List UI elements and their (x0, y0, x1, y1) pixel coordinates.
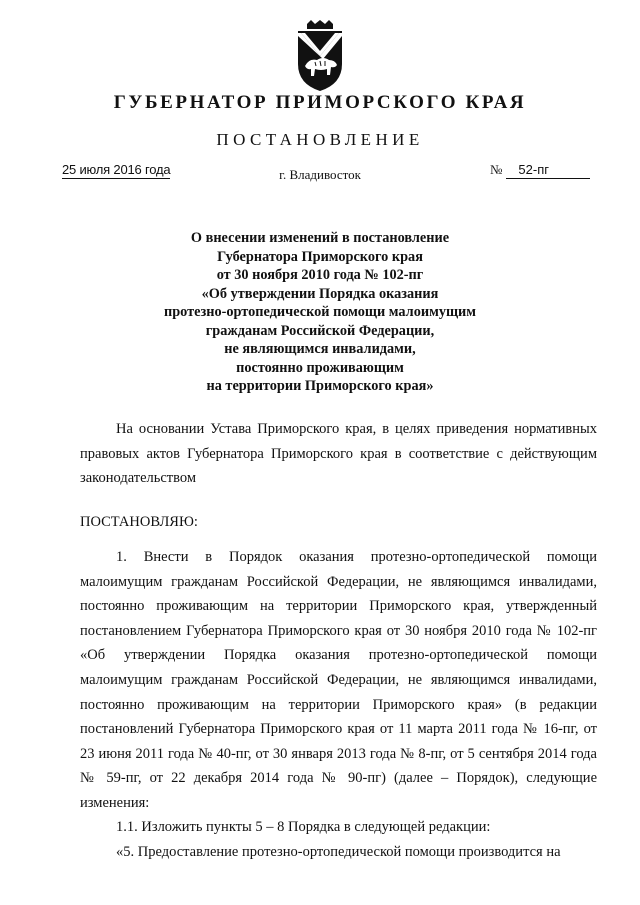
basis-paragraph: На основании Устава Приморского края, в целях приведения нормативных правовых актов Губернатора Приморского края в соответствие с действующим законодательством (80, 421, 597, 487)
item-1-1-paragraph: 1.1. Изложить пункты 5 – 8 Порядка в следующей редакции: (116, 819, 491, 835)
document-title (120, 229, 520, 396)
number-value: 52-пг (506, 162, 590, 179)
document-type: ПОСТАНОВЛЕНИЕ (216, 130, 424, 149)
document-number (490, 162, 590, 179)
number-label: № (490, 162, 503, 177)
title-line: не являющимся инвалидами, (224, 341, 416, 357)
coat-of-arms-icon (293, 20, 347, 92)
document-place: г. Владивосток (279, 167, 361, 182)
title-line: на территории Приморского края» (206, 378, 434, 394)
title-line: Губернатора Приморского края (217, 248, 423, 265)
item-5-paragraph: «5. Предоставление протезно-ортопедической помощи производится на (116, 844, 561, 860)
title-line: постоянно проживающим (236, 359, 404, 376)
title-line: О внесении изменений в постановление (190, 230, 450, 246)
title-line: от 30 ноября 2010 года № 102-пг (216, 267, 424, 283)
title-line: «Об утверждении Порядка оказания (201, 285, 439, 302)
title-line: гражданам Российской Федерации, (205, 322, 435, 339)
title-line: протезно-ортопедической помощи малоимущим (163, 304, 477, 320)
governor-title: ГУБЕРНАТОР ПРИМОРСКОГО КРАЯ (113, 92, 527, 113)
decree-word: ПОСТАНОВЛЯЮ: (80, 514, 198, 530)
document-date: 25 июля 2016 года (62, 162, 171, 177)
item-1-paragraph: 1. Внести в Порядок оказания протезно-ортопедической помощи малоимущим гражданам Российской Федерации, не являющимся инвалидами, постоянно проживающим на территории Приморского края, утвержденный постановлением Губернатора Приморского края от 30 ноября 2010 года № 102-пг «Об утверждении Порядка оказания протезно-ортопедической помощи малоимущим гражданам Российской Федерации, не являющимся инвалидами, постоянно проживающим на территории Приморского края» (в редакции постановлений Губернатора Приморского края от 11 марта 2011 года № 16-пг, от 23 июня 2011 года № 40-пг, от 30 января 2013 года № 8-пг, от 5 сентября 2014 года № 59-пг, от 22 декабря 2014 года № 90-пг) (далее – Порядок), следующие изменения: (80, 549, 597, 811)
